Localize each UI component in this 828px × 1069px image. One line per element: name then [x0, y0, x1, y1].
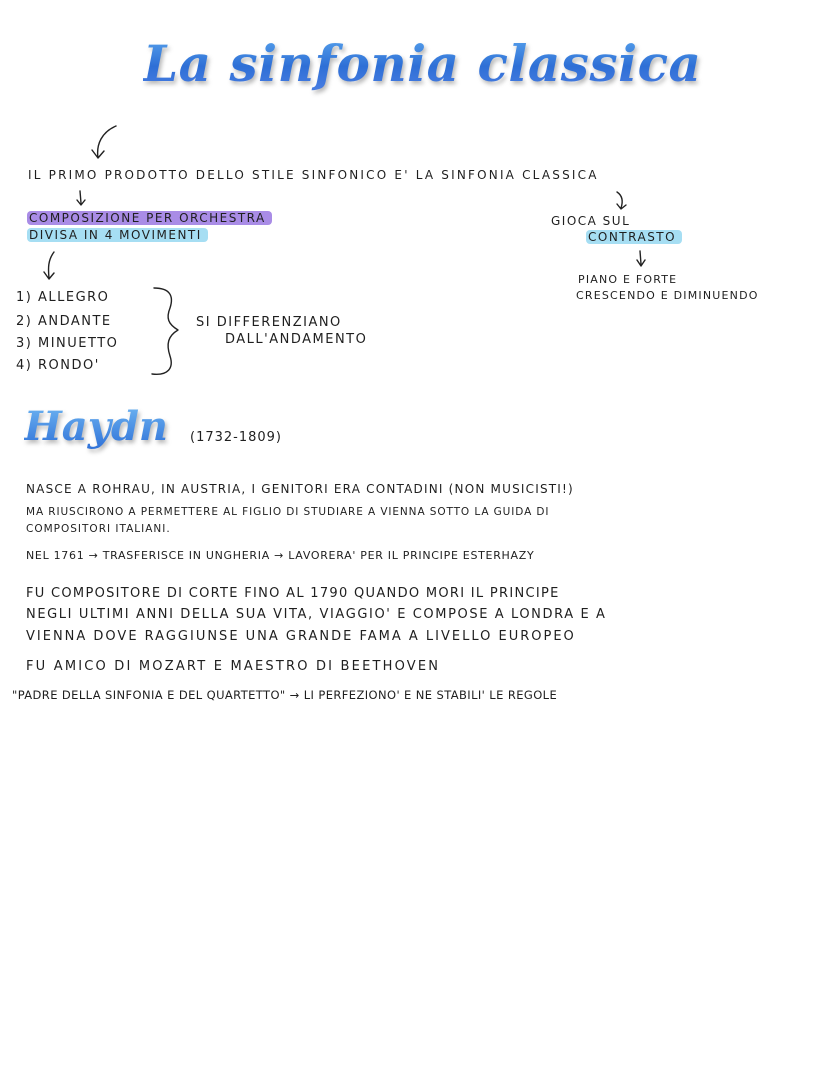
bio-line: FU COMPOSITORE DI CORTE FINO AL 1790 QUANDO MORI IL PRINCIPE [26, 586, 560, 601]
contrast-line-1: GIOCA SUL [551, 214, 631, 228]
movement-item: 3) MINUETTO [16, 336, 119, 351]
bio-line: NEL 1761 → TRASFERISCE IN UNGHERIA → LAVORERA' PER IL PRINCIPE ESTERHAZY [26, 549, 535, 562]
intro-text: IL PRIMO PRODOTTO DELLO STILE SINFONICO E' LA SINFONIA CLASSICA [28, 168, 599, 182]
arrow-icon [634, 250, 648, 270]
arrow-icon [614, 190, 630, 212]
bio-line: COMPOSITORI ITALIANI. [26, 523, 171, 535]
movement-item: 4) RONDO' [16, 358, 100, 373]
bio-line: "PADRE DELLA SINFONIA E DEL QUARTETTO" → LI PERFEZIONO' E NE STABILI' LE REGOLE [12, 688, 558, 702]
movement-item: 1) ALLEGRO [16, 290, 110, 305]
contrast-detail-1: PIANO E FORTE [578, 273, 678, 286]
section-heading-haydn: Haydn [24, 403, 169, 450]
bio-line: FU AMICO DI MOZART E MAESTRO DI BEETHOVEN [26, 659, 441, 674]
bio-line: VIENNA DOVE RAGGIUNSE UNA GRANDE FAMA A LIVELLO EUROPEO [26, 629, 576, 644]
haydn-dates: (1732-1809) [190, 430, 283, 445]
arrow-icon [74, 190, 88, 208]
movements-note-line-1: SI DIFFERENZIANO [196, 315, 342, 330]
brace-icon [148, 286, 188, 378]
movements-note-line-2: DALL'ANDAMENTO [225, 332, 368, 347]
bio-line: NASCE A ROHRAU, IN AUSTRIA, I GENITORI ERA CONTADINI (NON MUSICISTI!) [26, 482, 574, 496]
page-title: La sinfonia classica [143, 34, 702, 93]
bio-line: MA RIUSCIRONO A PERMETTERE AL FIGLIO DI STUDIARE A VIENNA SOTTO LA GUIDA DI [26, 506, 550, 518]
composition-line-1: COMPOSIZIONE PER ORCHESTRA [27, 211, 272, 225]
bio-line: NEGLI ULTIMI ANNI DELLA SUA VITA, VIAGGIO' E COMPOSE A LONDRA E A [26, 607, 607, 622]
contrast-line-2: CONTRASTO [586, 230, 682, 244]
arrow-icon [40, 250, 62, 284]
movement-item: 2) ANDANTE [16, 314, 112, 329]
contrast-detail-2: CRESCENDO E DIMINUENDO [576, 289, 759, 302]
composition-line-2: DIVISA IN 4 MOVIMENTI [27, 228, 208, 242]
arrow-icon [88, 124, 128, 164]
